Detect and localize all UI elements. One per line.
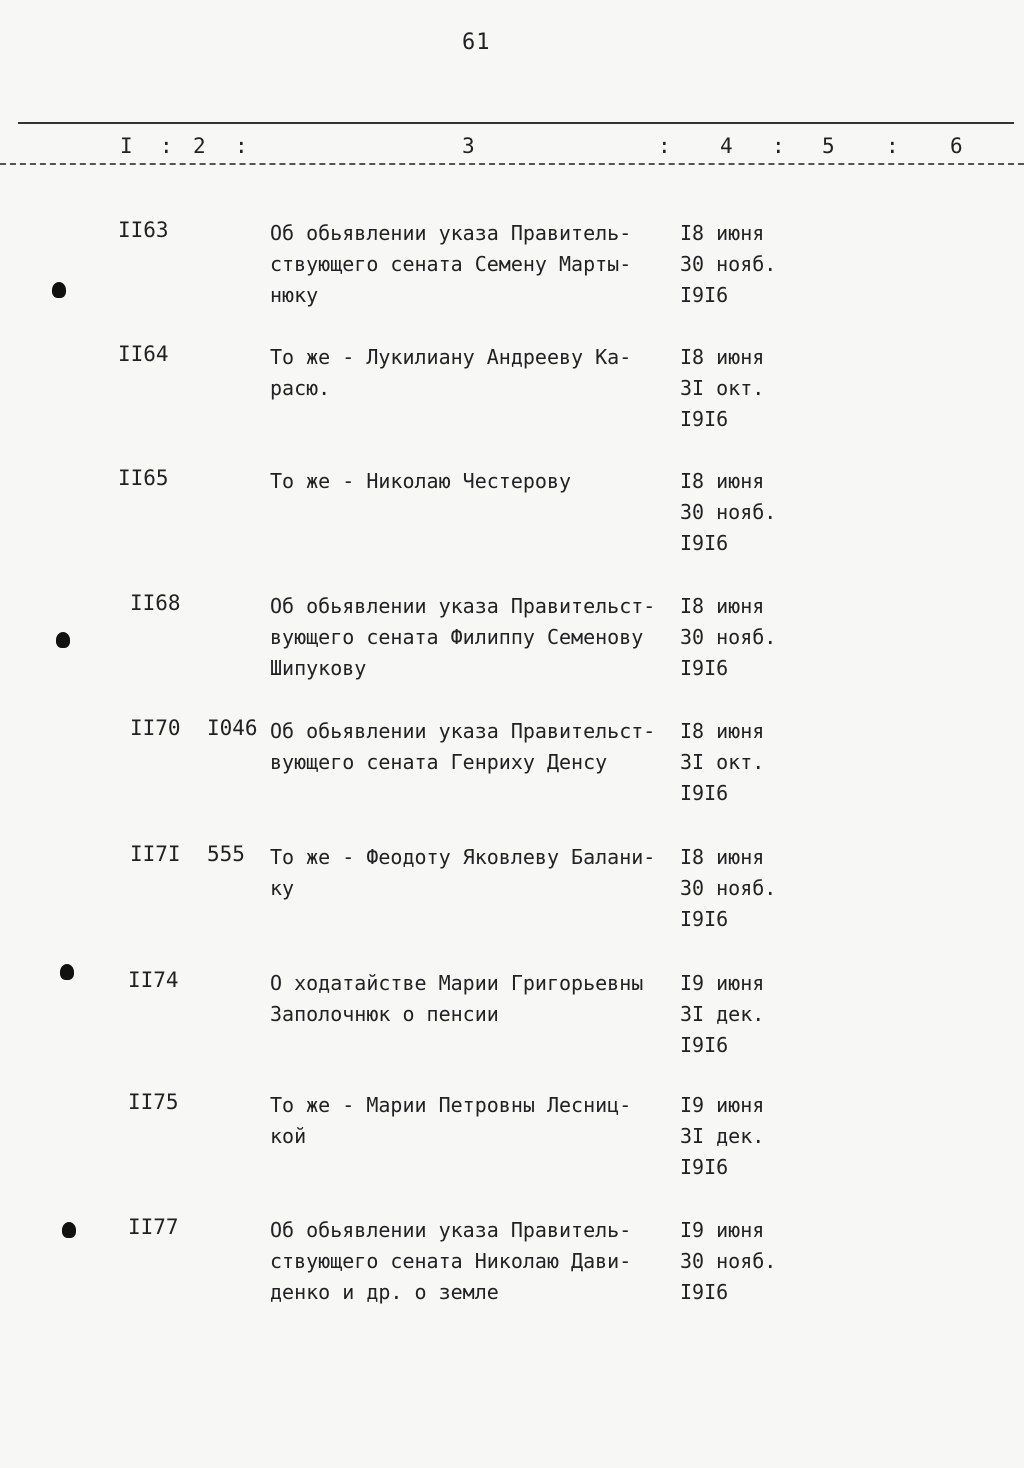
column-separator: : <box>772 134 785 158</box>
entry-dates: I9 июня 3I дек. I9I6 <box>680 971 765 1057</box>
column-separator: : <box>886 134 899 158</box>
punch-hole-mark <box>56 632 70 648</box>
header-top-rule <box>18 122 1014 124</box>
punch-hole-mark <box>52 282 66 298</box>
entry-title: Об обьявлении указа Правительст- вующего сената Генриху Денсу <box>270 719 656 774</box>
entry-secondary-number: I046 <box>207 716 258 740</box>
punch-hole-mark <box>62 1222 76 1238</box>
entry-number: II70 <box>130 716 181 740</box>
column-separator: : <box>160 134 173 158</box>
column-header-1: I <box>120 134 133 158</box>
column-header-4: 4 <box>720 134 733 158</box>
entry-dates: I8 июня 30 нояб. I9I6 <box>680 469 777 555</box>
entry-dates: I8 июня 30 нояб. I9I6 <box>680 845 777 931</box>
entry-title: То же - Николаю Честерову <box>270 469 572 493</box>
entry-title: Об обьявлении указа Правитель- ствующего сената Николаю Дави- денко и др. о земле <box>270 1218 632 1304</box>
header-bottom-rule <box>0 163 1024 165</box>
entry-dates: I8 июня 30 нояб. I9I6 <box>680 594 777 680</box>
column-header-6: 6 <box>950 134 963 158</box>
entry-title: То же - Лукилиану Андрееву Ка- расю. <box>270 345 632 400</box>
entry-title: То же - Феодоту Яковлеву Балани- ку <box>270 845 656 900</box>
entry-number: II68 <box>130 591 181 615</box>
entry-title: То же - Марии Петровны Лесниц- кой <box>270 1093 632 1148</box>
entry-number: II7I <box>130 842 181 866</box>
column-header-3: 3 <box>462 134 475 158</box>
entry-title: Об обьявлении указа Правительст- вующего сената Филиппу Семенову Шипукову <box>270 594 656 680</box>
entry-number: II63 <box>118 218 169 242</box>
column-header-5: 5 <box>822 134 835 158</box>
column-header-2: 2 <box>193 134 206 158</box>
entry-title: Об обьявлении указа Правитель- ствующего сената Семену Марты- нюку <box>270 221 632 307</box>
entry-number: II75 <box>128 1090 179 1114</box>
column-separator: : <box>235 134 248 158</box>
entry-number: II64 <box>118 342 169 366</box>
entry-dates: I8 июня 3I окт. I9I6 <box>680 719 765 805</box>
entry-dates: I9 июня 3I дек. I9I6 <box>680 1093 765 1179</box>
column-separator: : <box>658 134 671 158</box>
entry-title: О ходатайстве Марии Григорьевны Заполочнюк о пенсии <box>270 971 644 1026</box>
entry-dates: I9 июня 30 нояб. I9I6 <box>680 1218 777 1304</box>
entry-number: II65 <box>118 466 169 490</box>
entry-dates: I8 июня 3I окт. I9I6 <box>680 345 765 431</box>
page-number: 61 <box>462 30 491 55</box>
entry-dates: I8 июня 30 нояб. I9I6 <box>680 221 777 307</box>
entry-secondary-number: 555 <box>207 842 245 866</box>
entry-number: II77 <box>128 1215 179 1239</box>
punch-hole-mark <box>60 964 74 980</box>
entry-number: II74 <box>128 968 179 992</box>
